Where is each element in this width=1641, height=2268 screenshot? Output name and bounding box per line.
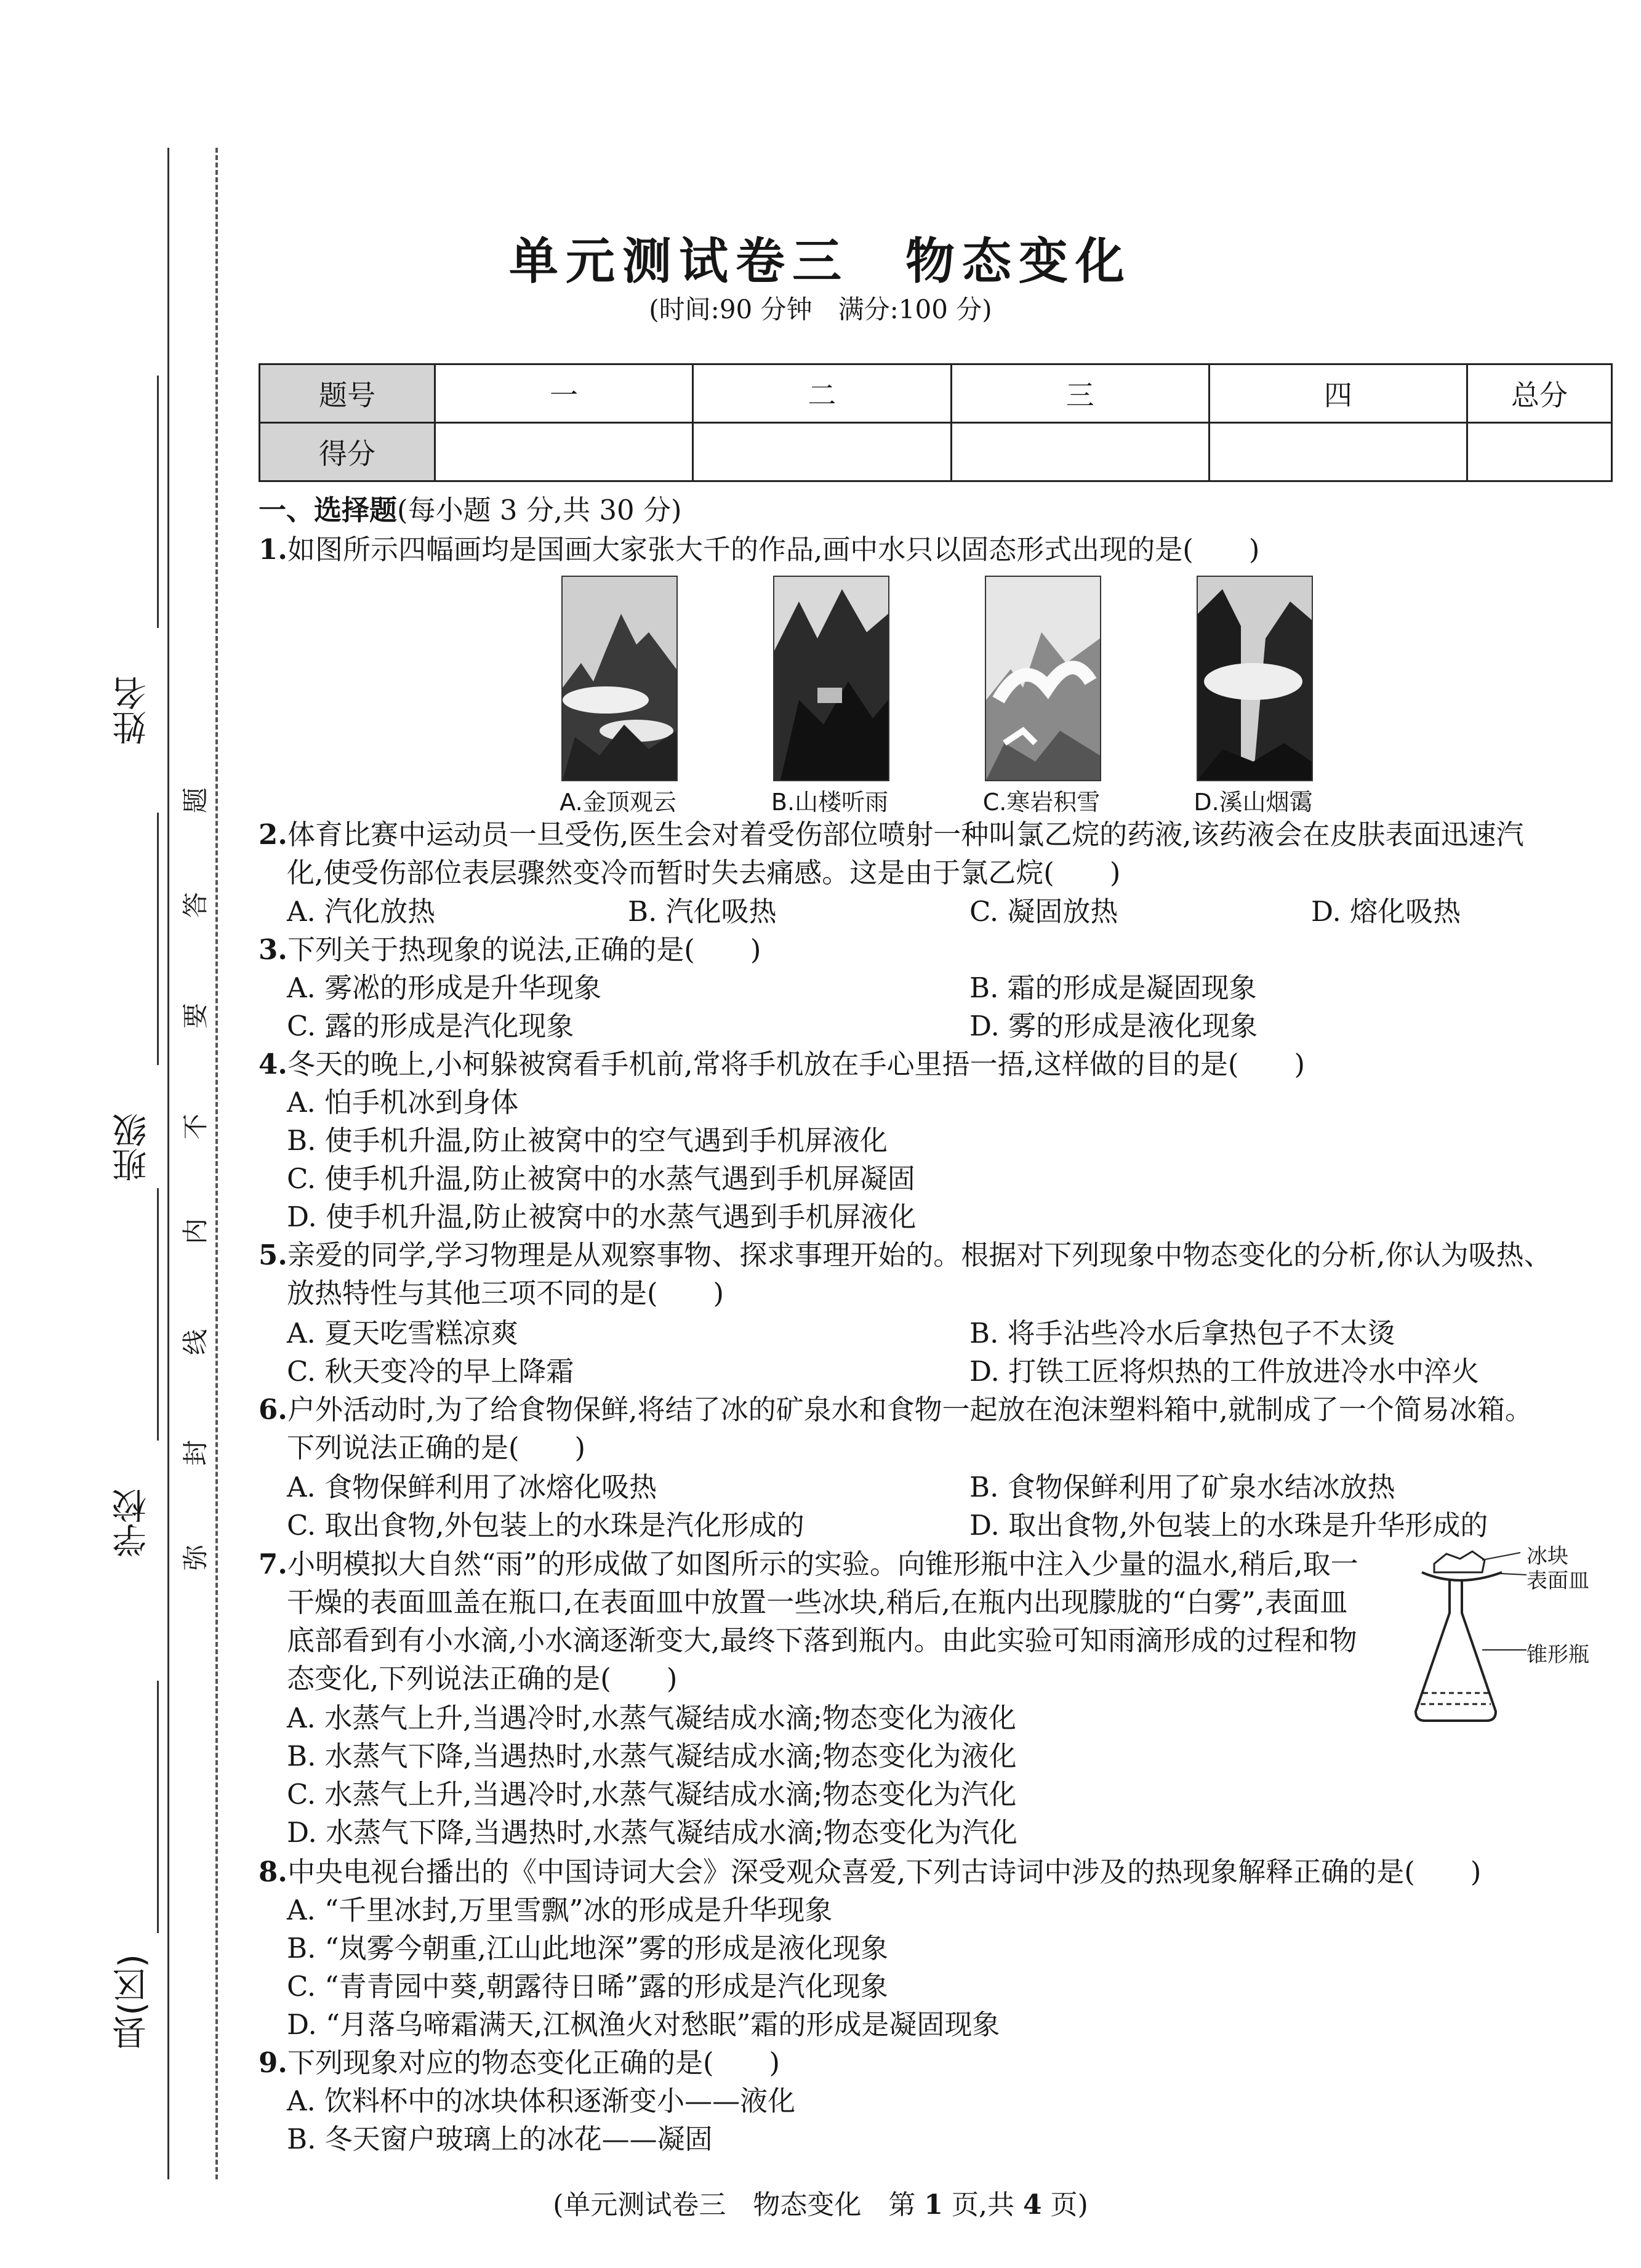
question-text: 亲爱的同学,学习物理是从观察事物、探求事理开始的。根据对下列现象中物态变化的分析,你认为吸热、 — [287, 1239, 1552, 1271]
question-text: 冬天的晚上,小柯躲被窝看手机前,常将手机放在手心里捂一捂,这样做的目的是( ) — [287, 1048, 1306, 1080]
option-d[interactable]: D. “月落乌啼霜满天,江枫渔火对愁眠”霜的形成是凝固现象 — [287, 2008, 1000, 2041]
page-title: 单元测试卷三 物态变化 — [509, 232, 1132, 290]
page-footer — [0, 2182, 1641, 2222]
score-table-label: 得分 — [260, 423, 435, 481]
seal-char: 弥 — [180, 1545, 211, 1571]
option-c[interactable]: C. 露的形成是汽化现象 — [287, 1010, 574, 1042]
class-field-line — [157, 813, 159, 1065]
section-note: (每小题 3 分,共 30 分) — [397, 494, 682, 526]
score-table-column: 四 — [1209, 364, 1467, 423]
question-2 — [259, 816, 1524, 854]
section-heading — [259, 491, 682, 529]
question-text: 底部看到有小水滴,小水滴逐渐变大,最终下落到瓶内。由此实验可知雨滴形成的过程和物 — [287, 1624, 1357, 1657]
county-field-label: 县(区) — [112, 1954, 152, 2050]
county-field-line — [157, 1681, 159, 1933]
option-a[interactable]: A. 饮料杯中的冰块体积逐渐变小——液化 — [287, 2085, 796, 2117]
question-text: 小明模拟大自然“雨”的形成做了如图所示的实验。向锥形瓶中注入少量的温水,稍后,取一 — [287, 1548, 1358, 1580]
seal-char: 线 — [180, 1329, 211, 1356]
question-5 — [259, 1236, 1552, 1274]
option-b[interactable]: B. 水蒸气下降,当遇热时,水蒸气凝结成水滴;物态变化为液化 — [287, 1740, 1017, 1772]
score-table-column: 总分 — [1467, 364, 1612, 423]
score-table-column: 三 — [951, 364, 1209, 423]
score-table-column: 一 — [435, 364, 693, 423]
footer-right: 页) — [1050, 2189, 1088, 2221]
footer-mid: 页,共 — [952, 2189, 1014, 2221]
question-number: 2. — [259, 818, 287, 851]
question-1 — [259, 531, 1259, 569]
question-number: 5. — [259, 1239, 287, 1271]
option-a[interactable]: A. 雾凇的形成是升华现象 — [287, 971, 602, 1004]
question-8 — [259, 1853, 1481, 1891]
option-d[interactable]: D. 水蒸气下降,当遇热时,水蒸气凝结成水滴;物态变化为汽化 — [287, 1816, 1017, 1849]
question-3 — [259, 931, 761, 969]
seal-char: 要 — [180, 1003, 211, 1029]
question-text: 体育比赛中运动员一旦受伤,医生会对着受伤部位喷射一种叫氯乙烷的药液,该药液会在皮肤表面迅速汽 — [287, 818, 1524, 851]
option-b[interactable]: B. 食物保鲜利用了矿泉水结冰放热 — [969, 1471, 1395, 1503]
option-a[interactable]: A. 汽化放热 — [287, 895, 436, 928]
painting-c-caption: C.寒岩积雪 — [982, 789, 1101, 816]
question-text: 户外活动时,为了给食物保鲜,将结了冰的矿泉水和食物一起放在泡沫塑料箱中,就制成了一个简易冰箱。 — [287, 1393, 1533, 1426]
painting-b-caption: B.山楼听雨 — [771, 789, 889, 816]
name-field[interactable] — [108, 376, 163, 745]
seal-char: 不 — [180, 1114, 211, 1140]
question-text: 态变化,下列说法正确的是( ) — [287, 1662, 678, 1695]
option-d[interactable]: D. 熔化吸热 — [1311, 895, 1461, 928]
question-text: 如图所示四幅画均是国画大家张大千的作品,画中水只以固态形式出现的是( ) — [287, 533, 1260, 566]
option-b[interactable]: B. 使手机升温,防止被窝中的空气遇到手机屏液化 — [287, 1124, 888, 1157]
school-field-line — [157, 1188, 159, 1441]
question-text: 下列说法正确的是( ) — [287, 1431, 586, 1464]
option-d[interactable]: D. 取出食物,外包装上的水珠是升华形成的 — [969, 1509, 1488, 1542]
page-subtitle: (时间:90 分钟 满分:100 分) — [649, 294, 992, 324]
question-text: 放热特性与其他三项不同的是( ) — [287, 1277, 724, 1309]
name-field-label: 姓名 — [112, 676, 152, 745]
name-field-line — [157, 376, 159, 628]
seal-char: 内 — [180, 1218, 211, 1245]
score-cell[interactable] — [1209, 423, 1467, 481]
seal-char: 题 — [180, 787, 211, 814]
footer-total-pages: 4 — [1023, 2189, 1042, 2221]
binding-dashed-line — [215, 148, 218, 2179]
option-b[interactable]: B. 汽化吸热 — [628, 895, 777, 928]
option-c[interactable]: C. 凝固放热 — [969, 895, 1118, 928]
painting-a-caption: A.金顶观云 — [560, 789, 676, 816]
ice-label: 冰块 — [1527, 1544, 1568, 1569]
question-text: 干燥的表面皿盖在瓶口,在表面皿中放置一些冰块,稍后,在瓶内出现朦胧的“白雾”,表面皿 — [287, 1586, 1348, 1619]
question-number: 6. — [259, 1393, 287, 1426]
question-7 — [259, 1545, 1358, 1583]
score-table-label: 题号 — [260, 364, 435, 423]
painting-b-image — [773, 576, 889, 781]
option-a[interactable]: A. 水蒸气上升,当遇冷时,水蒸气凝结成水滴;物态变化为液化 — [287, 1702, 1016, 1734]
school-field-label: 学校 — [112, 1489, 152, 1558]
question-text: 下列关于热现象的说法,正确的是( ) — [287, 933, 761, 966]
option-b[interactable]: B. 霜的形成是凝固现象 — [969, 971, 1257, 1004]
question-9 — [259, 2044, 780, 2082]
question-4 — [259, 1045, 1305, 1084]
score-cell[interactable] — [693, 423, 951, 481]
painting-d-image — [1197, 576, 1313, 781]
binding-solid-line — [167, 148, 169, 2179]
question-text: 下列现象对应的物态变化正确的是( ) — [287, 2046, 780, 2079]
section-title: 一、选择题 — [259, 494, 398, 526]
question-number: 8. — [259, 1856, 287, 1888]
score-table — [259, 363, 1613, 482]
footer-left: (单元测试卷三 物态变化 第 — [553, 2189, 916, 2221]
question-number: 3. — [259, 933, 287, 966]
option-d[interactable]: D. 雾的形成是液化现象 — [969, 1010, 1258, 1042]
county-field[interactable] — [108, 1681, 163, 2050]
question-number: 1. — [259, 533, 287, 566]
question-number: 4. — [259, 1048, 287, 1080]
option-c[interactable]: C. 秋天变冷的早上降霜 — [287, 1355, 574, 1388]
score-table-score-row — [260, 423, 1612, 481]
seal-char: 答 — [180, 892, 211, 919]
question-number: 7. — [259, 1548, 287, 1580]
option-c[interactable]: C. “青青园中葵,朝露待日晞”露的形成是汽化现象 — [287, 1970, 888, 2003]
option-a[interactable]: A. 怕手机冰到身体 — [287, 1086, 519, 1119]
score-table-column: 二 — [693, 364, 951, 423]
option-d[interactable]: D. 打铁工匠将炽热的工件放进冷水中淬火 — [969, 1355, 1480, 1388]
score-cell[interactable] — [435, 423, 693, 481]
question-text: 中央电视台播出的《中国诗词大会》深受观众喜爱,下列古诗词中涉及的热现象解释正确的是( ) — [287, 1856, 1482, 1888]
school-field[interactable] — [108, 1188, 163, 1558]
score-cell[interactable] — [1467, 423, 1612, 481]
class-field-label: 班级 — [112, 1113, 152, 1182]
flask-label: 锥形瓶 — [1527, 1643, 1589, 1667]
option-b[interactable]: B. 将手沾些冷水后拿热包子不太烫 — [969, 1317, 1395, 1349]
seal-char: 封 — [180, 1440, 211, 1466]
painting-d-caption: D.溪山烟霭 — [1194, 789, 1313, 816]
option-c[interactable]: C. 使手机升温,防止被窝中的水蒸气遇到手机屏凝固 — [287, 1162, 915, 1195]
watch-glass-label: 表面皿 — [1527, 1569, 1589, 1593]
class-field[interactable] — [108, 813, 163, 1182]
option-a[interactable]: A. “千里冰封,万里雪飘”冰的形成是升华现象 — [287, 1894, 833, 1926]
footer-page-number: 1 — [924, 2189, 943, 2221]
question-number: 9. — [259, 2046, 287, 2079]
option-a[interactable]: A. 夏天吃雪糕凉爽 — [287, 1317, 519, 1349]
question-6 — [259, 1391, 1533, 1429]
question-text: 化,使受伤部位表层骤然变冷而暂时失去痛感。这是由于氯乙烷( ) — [287, 856, 1121, 889]
option-c[interactable]: C. 水蒸气上升,当遇冷时,水蒸气凝结成水滴;物态变化为汽化 — [287, 1778, 1017, 1811]
option-a[interactable]: A. 食物保鲜利用了冰熔化吸热 — [287, 1471, 657, 1503]
score-table-header-row — [260, 364, 1612, 423]
option-d[interactable]: D. 使手机升温,防止被窝中的水蒸气遇到手机屏液化 — [287, 1200, 917, 1233]
painting-c-image — [985, 576, 1101, 781]
score-cell[interactable] — [951, 423, 1209, 481]
option-b[interactable]: B. “岚雾今朝重,江山此地深”雾的形成是液化现象 — [287, 1932, 888, 1964]
painting-a-image — [561, 576, 678, 781]
option-c[interactable]: C. 取出食物,外包装上的水珠是汽化形成的 — [287, 1509, 804, 1542]
option-b[interactable]: B. 冬天窗户玻璃上的冰花——凝固 — [287, 2123, 713, 2155]
